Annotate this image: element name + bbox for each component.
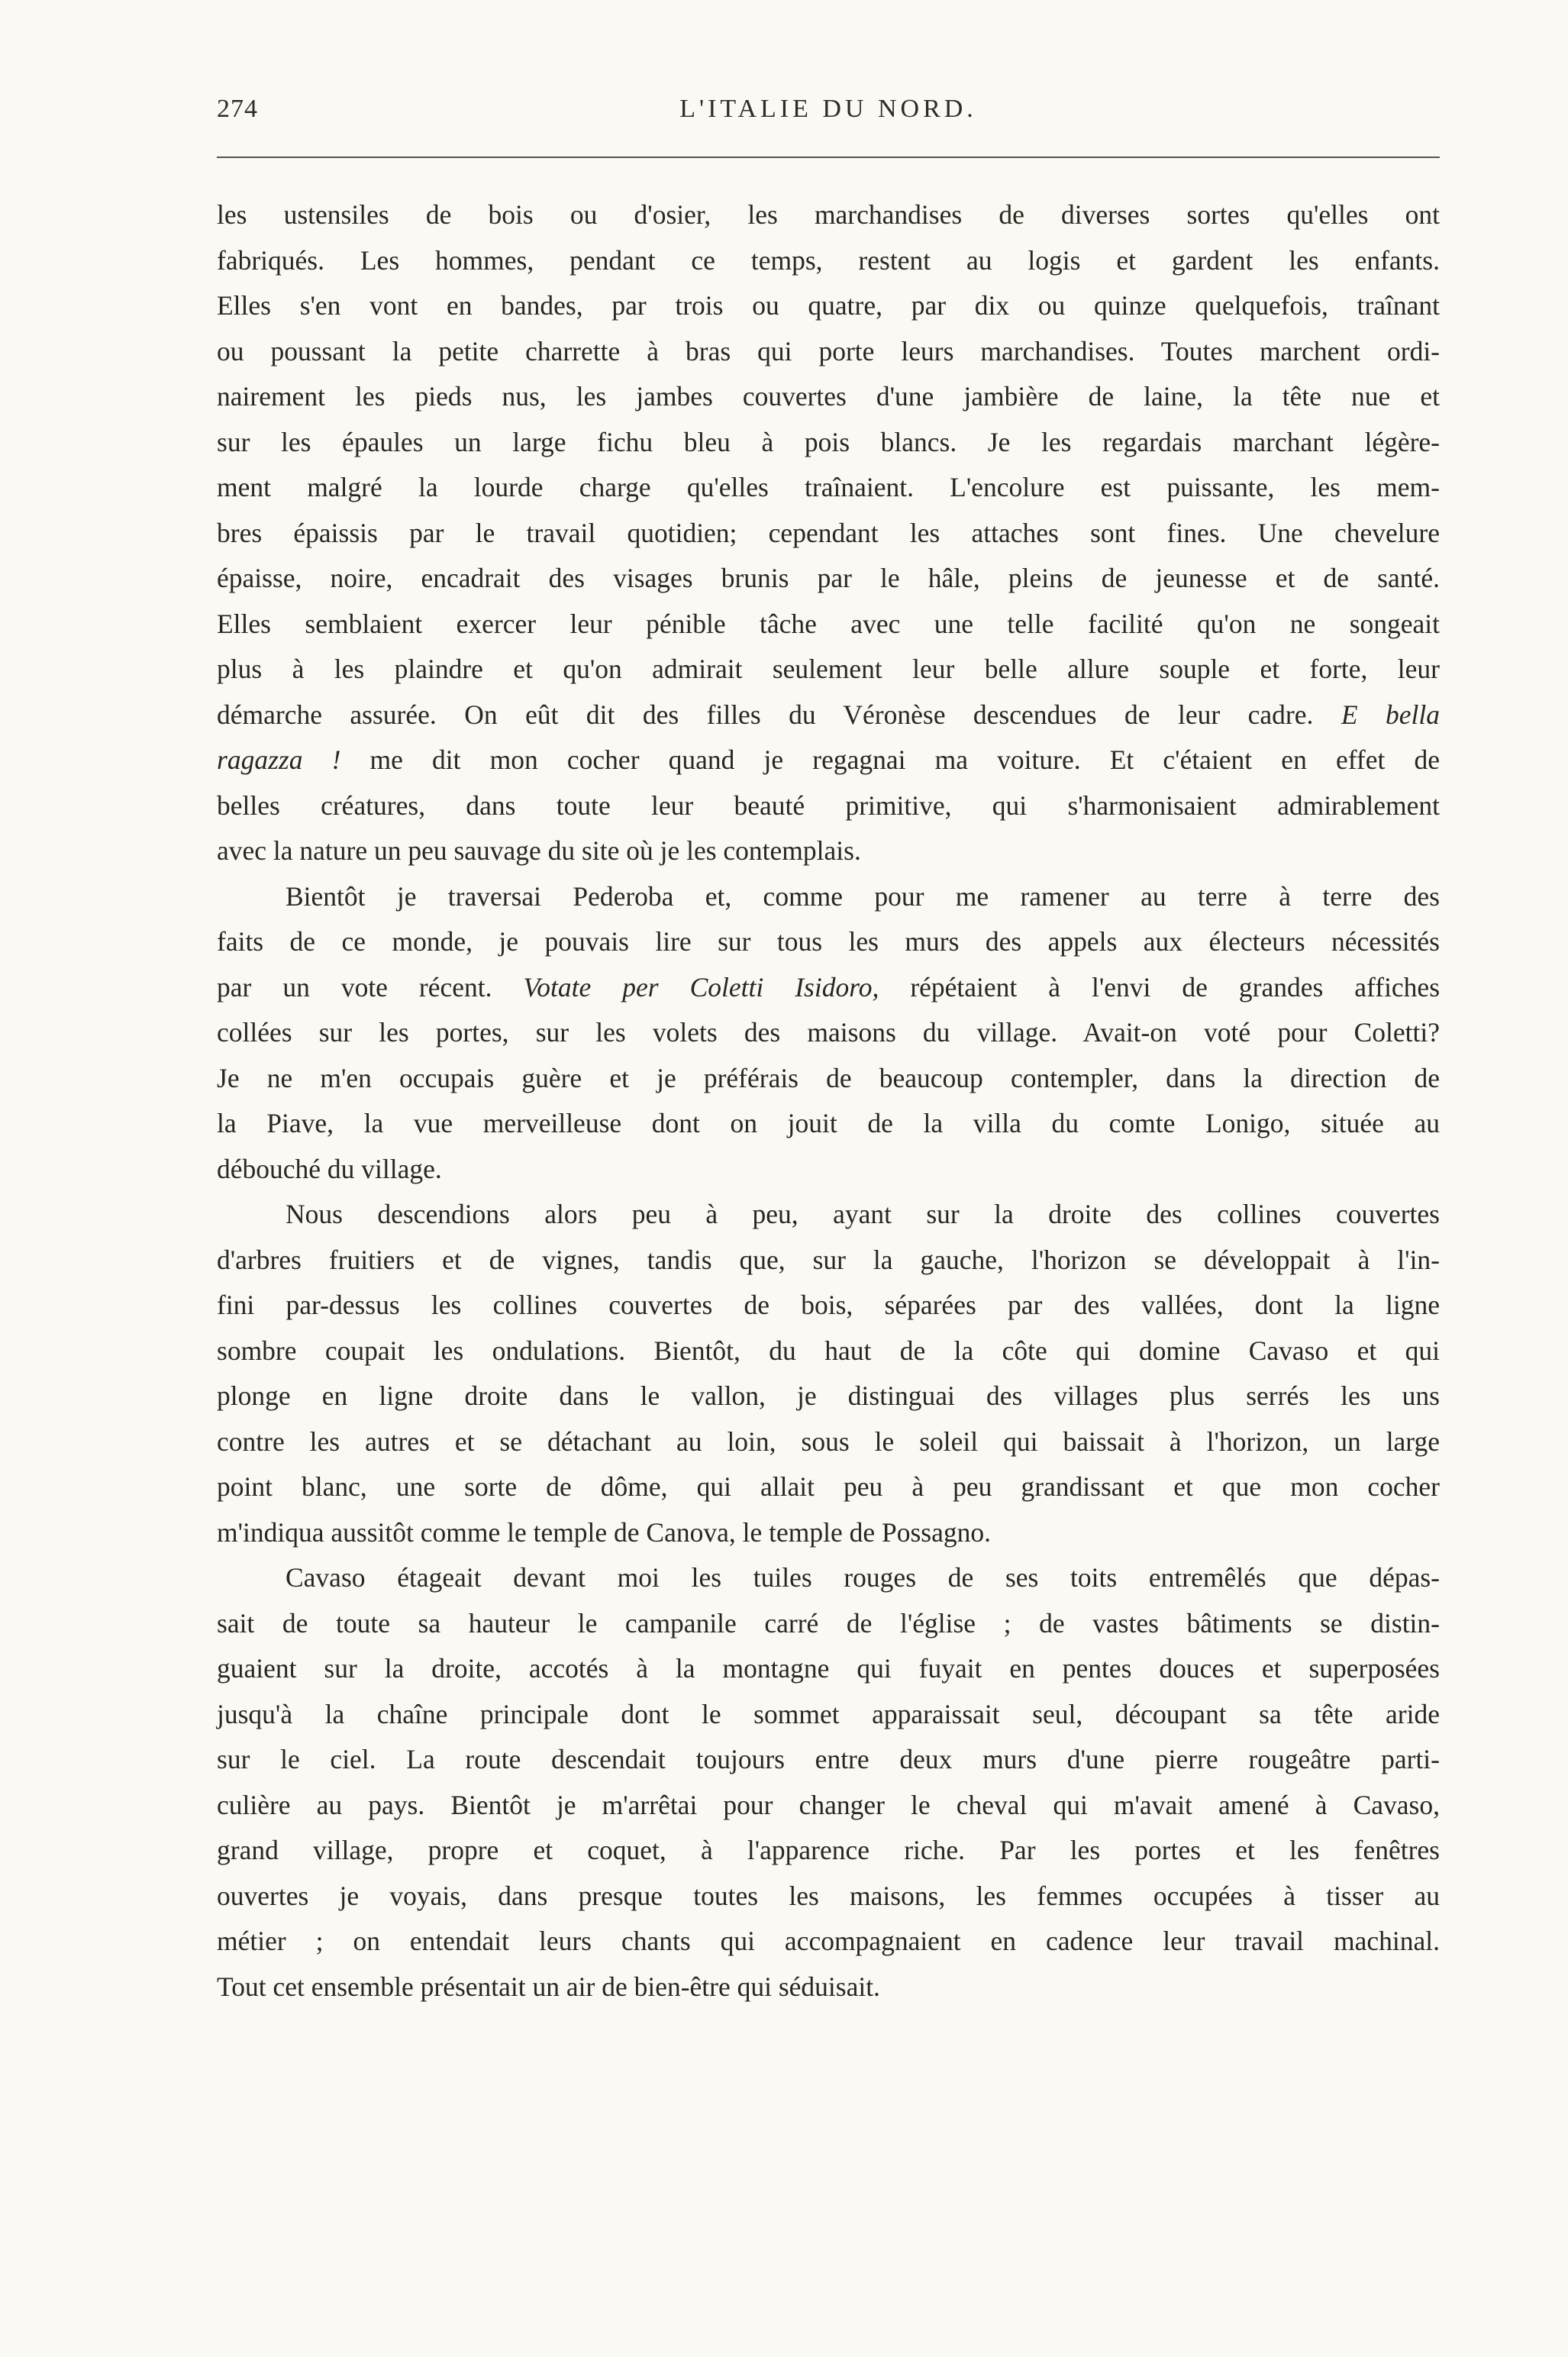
text-line (217, 1828, 1440, 1874)
line-text: Bientôt je traversai Pederoba et, comme pour me ramener au terre à terre des (286, 880, 1440, 912)
text-line (217, 192, 1440, 238)
italic-text: Votate per Coletti Isidoro, (523, 971, 879, 1003)
text-line (217, 1283, 1440, 1329)
line-text: culière au pays. Bientôt je m'arrêtai pour changer le cheval qui m'avait amené à Cavaso, (217, 1789, 1440, 1820)
line-text: Tout cet ensemble présentait un air de bien-être qui séduisait. (217, 1971, 880, 2002)
line-text: par un vote récent. (217, 971, 492, 1003)
line-text: répétaient à l'envi de grandes affiches (910, 971, 1441, 1003)
text-line (217, 374, 1440, 420)
text-line (217, 738, 1440, 783)
line-text: sombre coupait les ondulations. Bientôt, du haut de la côte qui domine Cavaso et qui (217, 1335, 1440, 1366)
text-line (217, 420, 1440, 466)
italic-text: E bella (1341, 699, 1440, 730)
line-text: sur le ciel. La route descendait toujours entre deux murs d'une pierre rougeâtre parti- (217, 1744, 1440, 1774)
line-text: plonge en ligne droite dans le vallon, je distinguai des villages plus serrés les uns (217, 1380, 1440, 1411)
line-text: Je ne m'en occupais guère et je préférais de beaucoup contempler, dans la direction de (217, 1062, 1440, 1093)
text-line (217, 1464, 1440, 1510)
text-line (217, 1783, 1440, 1829)
text-line (217, 511, 1440, 557)
text-line (217, 1919, 1440, 1965)
line-text: nairement les pieds nus, les jambes couvertes d'une jambière de laine, la tête nue et (217, 381, 1440, 412)
line-text: avec la nature un peu sauvage du site où je les contemplais. (217, 835, 861, 866)
text-line (217, 874, 1440, 920)
line-text: Cavaso étageait devant moi les tuiles rouges de ses toits entremêlés que dépas- (286, 1562, 1440, 1593)
text-line (217, 1056, 1440, 1102)
text-line (217, 1147, 1440, 1193)
text-line (217, 1238, 1440, 1283)
text-line (217, 1510, 1440, 1556)
line-text: guaient sur la droite, accotés à la montagne qui fuyait en pentes douces et superposées (217, 1653, 1440, 1684)
line-text: faits de ce monde, je pouvais lire sur tous les murs des appels aux électeurs nécessités (217, 926, 1440, 957)
text-line (217, 965, 1440, 1011)
page-number: 274 (217, 95, 258, 123)
header-rule (217, 157, 1440, 158)
line-text: ouvertes je voyais, dans presque toutes les maisons, les femmes occupées à tisser au (217, 1880, 1440, 1911)
line-text: sur les épaules un large fichu bleu à pois blancs. Je les regardais marchant légère- (217, 426, 1440, 457)
line-text: démarche assurée. On eût dit des filles du Véronèse descendues de leur cadre. (217, 699, 1314, 730)
text-line (217, 783, 1440, 829)
line-text: plus à les plaindre et qu'on admirait seulement leur belle allure souple et forte, leur (217, 654, 1440, 684)
text-line (217, 1692, 1440, 1738)
text-line (217, 329, 1440, 375)
line-text: sait de toute sa hauteur le campanile carré de l'église ; de vastes bâtiments se distin- (217, 1607, 1440, 1639)
text-line (217, 1601, 1440, 1647)
line-text: épaisse, noire, encadrait des visages brunis par le hâle, pleins de jeunesse et de santé. (217, 563, 1440, 593)
line-text: Elles s'en vont en bandes, par trois ou quatre, par dix ou quinze quelquefois, traînant (217, 290, 1440, 321)
text-line (217, 828, 1440, 874)
line-text: bres épaissis par le travail quotidien; cependant les attaches sont fines. Une chevelure (217, 517, 1440, 548)
text-line (217, 1555, 1440, 1601)
text-line (217, 1965, 1440, 2010)
line-text: collées sur les portes, sur les volets des maisons du village. Avait-on voté pour Coletti? (217, 1017, 1440, 1048)
text-line (217, 283, 1440, 329)
line-text: métier ; on entendait leurs chants qui accompagnaient en cadence leur travail machinal. (217, 1926, 1440, 1956)
line-text: m'indiqua aussitôt comme le temple de Canova, le temple de Possagno. (217, 1516, 991, 1548)
line-text: fini par-dessus les collines couvertes de bois, séparées par des vallées, dont la ligne (217, 1290, 1440, 1320)
text-line (217, 1010, 1440, 1056)
line-text: grand village, propre et coquet, à l'apparence riche. Par les portes et les fenêtres (217, 1835, 1440, 1865)
line-text: les ustensiles de bois ou d'osier, les marchandises de diverses sortes qu'elles ont (217, 199, 1440, 230)
line-text: la Piave, la vue merveilleuse dont on jouit de la villa du comte Lonigo, située au (217, 1108, 1440, 1138)
line-text: ment malgré la lourde charge qu'elles traînaient. L'encolure est puissante, les mem- (217, 472, 1440, 502)
line-text: contre les autres et se détachant au loin, sous le soleil qui baissait à l'horizon, un large (217, 1426, 1440, 1457)
line-text: Nous descendions alors peu à peu, ayant sur la droite des collines couvertes (286, 1199, 1440, 1229)
italic-text: ragazza ! (217, 744, 341, 775)
text-line (217, 1374, 1440, 1419)
text-line (217, 1874, 1440, 1920)
text-line (217, 602, 1440, 647)
line-text: ou poussant la petite charrette à bras qui porte leurs marchandises. Toutes marchent ordi- (217, 335, 1440, 366)
text-line (217, 919, 1440, 965)
text-line (217, 1192, 1440, 1238)
text-line (217, 1646, 1440, 1692)
line-text: fabriqués. Les hommes, pendant ce temps, restent au logis et gardent les enfants. (217, 244, 1440, 276)
page-header (217, 95, 1440, 140)
line-text: belles créatures, dans toute leur beauté primitive, qui s'harmonisaient admirablement (217, 789, 1440, 821)
text-line (217, 1737, 1440, 1783)
text-line (217, 1329, 1440, 1374)
line-text: débouché du village. (217, 1153, 442, 1184)
text-line (217, 1101, 1440, 1147)
line-text: d'arbres fruitiers et de vignes, tandis que, sur la gauche, l'horizon se développait à l'in- (217, 1244, 1440, 1275)
running-title: L'ITALIE DU NORD. (679, 95, 977, 123)
text-line (217, 647, 1440, 693)
line-text: point blanc, une sorte de dôme, qui allait peu à peu grandissant et que mon cocher (217, 1471, 1440, 1502)
line-text: jusqu'à la chaîne principale dont le sommet apparaissait seul, découpant sa tête aride (217, 1698, 1440, 1729)
text-line (217, 693, 1440, 738)
line-text: me dit mon cocher quand je regagnai ma voiture. Et c'étaient en effet de (369, 744, 1440, 775)
text-line (217, 556, 1440, 602)
text-line (217, 1419, 1440, 1465)
line-text: Elles semblaient exercer leur pénible tâche avec une telle facilité qu'on ne songeait (217, 608, 1440, 639)
body-text (217, 192, 1440, 2010)
text-line (217, 465, 1440, 511)
text-line (217, 238, 1440, 284)
